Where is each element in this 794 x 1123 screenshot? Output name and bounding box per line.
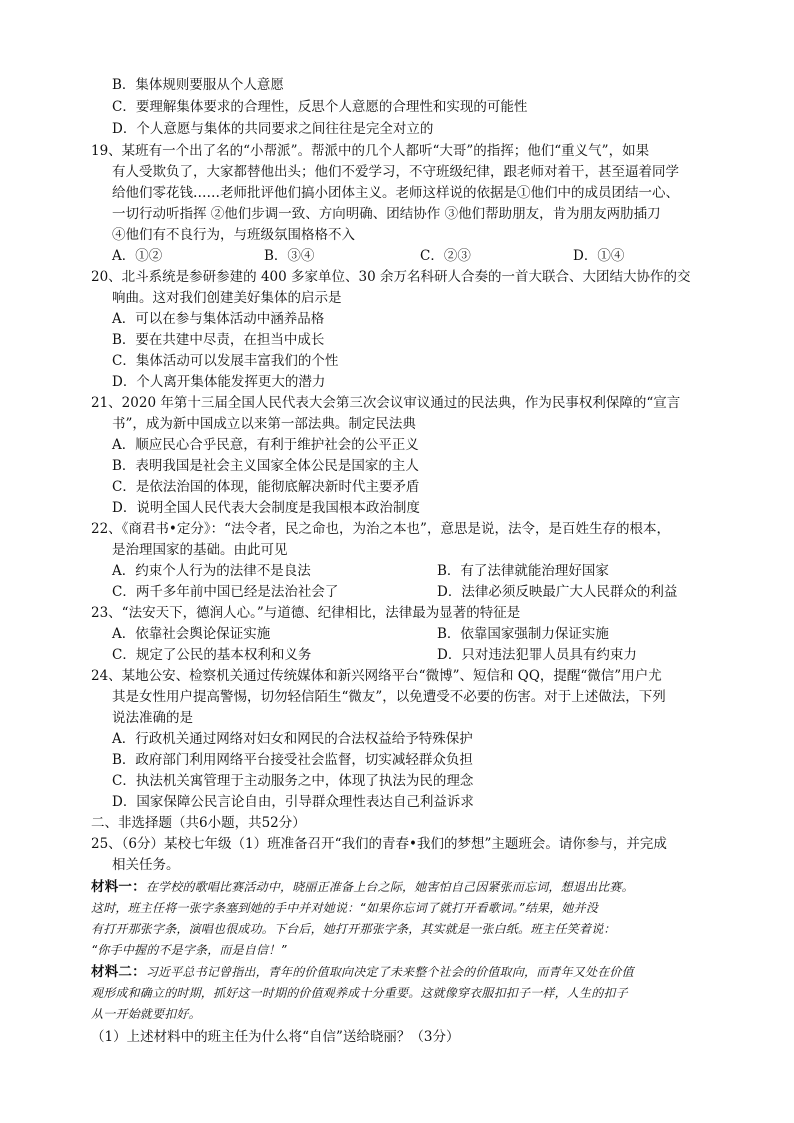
q24-option-c: C．执法机关寓管理于主动服务之中，体现了执法为民的理念 [112,773,474,789]
material2-label: 材料二： [91,964,146,980]
q19-option-d: D．①④ [573,248,625,264]
q18-option-c: C．要理解集体要求的合理性，反思个人意愿的合理性和实现的可能性 [112,99,528,115]
q24-option-b: B．政府部门利用网络平台接受社会监督，切实减轻群众负担 [112,752,473,768]
q19-option-c: C．②③ [420,248,471,264]
q24-stem-line: 24、某地公安、检察机关通过传统媒体和新兴网络平台“微博”、短信和 QQ，提醒“微信”用户尤 [91,668,662,684]
q19-stem-line: 一切行动听指挥 ②他们步调一致、方向明确、团结协作 ③他们帮助朋友，肯为朋友两肋插刀 [112,206,661,222]
section-heading: 二、非选择题（共6小题，共52分） [91,815,306,831]
q23-option-d: D．只对违法犯罪人员具有约束力 [437,647,637,663]
q22-option-a: A．约束个人行为的法律不是良法 [112,563,311,579]
q19-stem-line: ④他们有不良行为，与班级氛围格格不入 [112,227,355,243]
q20-option-b: B．要在共建中尽责，在担当中成长 [112,332,325,348]
q24-option-d: D．国家保障公民言论自由，引导群众理性表达自己利益诉求 [112,794,474,810]
q23-option-a: A．依靠社会舆论保证实施 [112,626,271,642]
q21-option-a: A．顺应民心合乎民意，有利于维护社会的公平正义 [112,437,419,453]
q21-option-c: C．是依法治国的体现，能彻底解决新时代主要矛盾 [112,479,420,495]
q18-option-d: D．个人意愿与集体的共同要求之间往往是完全对立的 [112,121,434,137]
q19-stem-line: 给他们零花钱……老师批评他们搞小团体主义。老师这样说的依据是①他们中的成员团结一心、 [112,185,679,201]
q22-option-d: D．法律必须反映最广大人民群众的利益 [437,584,678,600]
q23-option-c: C．规定了公民的基本权利和义务 [112,647,312,663]
q25-stem-line: 相关任务。 [112,857,180,873]
q18-option-b: B．集体规则要服从个人意愿 [112,77,284,93]
q20-option-a: A．可以在参与集体活动中涵养品格 [112,311,325,327]
q23-option-b: B．依靠国家强制力保证实施 [437,626,609,642]
material1-line: “你手中握的不是字条，而是自信！” [91,943,287,957]
q25-subquestion-1: （1）上述材料中的班主任为什么将“自信”送给晓丽？（3分） [91,1029,460,1045]
material1-line [91,877,634,898]
material1-text: 在学校的歌唱比赛活动中，晓丽正准备上台之际，她害怕自己因紧张而忘词，想退出比赛。 [145,880,634,894]
material2-line: 从一开始就要扣好。 [91,1007,201,1021]
q23-stem-line: 23、“法安天下，德润人心。”与道德、纪律相比，法律最为显著的特征是 [91,605,521,621]
material1-line: 有打开那张字条，演唱也很成功。下台后，她打开那张字条，其实就是一张白纸。班主任笑着说： [91,922,616,936]
material1-label: 材料一： [91,879,146,895]
q24-stem-line: 其是女性用户提高警惕，切勿轻信陌生“微友”，以免遭受不必要的伤害。对于上述做法，下列 [112,689,666,705]
q22-option-c: C．两千多年前中国已经是法治社会了 [112,584,339,600]
q24-option-a: A．行政机关通过网络对妇女和网民的合法权益给予特殊保护 [112,731,473,747]
material2-line [91,962,634,983]
q22-stem-line: 是治理国家的基础。由此可见 [112,542,288,558]
q24-stem-line: 说法准确的是 [112,710,193,726]
material2-line: 观形成和确立的时期，抓好这一时期的价值观养成十分重要。这就像穿衣服扣扣子一样，人生的扣子 [91,986,628,1000]
q19-stem-line: 有人受欺负了，大家都替他出头；他们不爱学习，不守班级纪律，跟老师对着干，甚至逼着同学 [112,164,679,180]
q19-stem-line: 19、某班有一个出了名的“小帮派”。帮派中的几个人都听“大哥”的指挥；他们“重义气”，如果 [91,143,650,159]
q25-stem-line: 25、（6分）某校七年级（1）班准备召开“我们的青春•我们的梦想”主题班会。请你参与，并完成 [91,836,667,852]
q22-option-b: B．有了法律就能治理好国家 [437,563,609,579]
q20-stem-line: 响曲。这对我们创建美好集体的启示是 [112,290,342,306]
q21-option-d: D．说明全国人民代表大会制度是我国根本政治制度 [112,500,420,516]
q21-option-b: B．表明我国是社会主义国家全体公民是国家的主人 [112,458,419,474]
q19-option-b: B．③④ [264,248,315,264]
q20-option-d: D．个人离开集体能发挥更大的潜力 [112,374,326,390]
q20-stem-line: 20、北斗系统是参研参建的 400 多家单位、30 余万名科研人合奏的一首大联合、大团结大协作的交 [91,269,691,285]
material2-text: 习近平总书记曾指出，青年的价值取向决定了未来整个社会的价值取向，而青年又处在价值 [145,965,634,979]
q20-option-c: C．集体活动可以发展丰富我们的个性 [112,353,339,369]
q21-stem-line: 书”，成为新中国成立以来第一部法典。制定民法典 [112,416,416,432]
q22-stem-line: 22、《商君书•定分》：“法令者，民之命也，为治之本也”，意思是说，法令，是百姓生存的根本， [91,521,670,537]
material1-line: 这时，班主任将一张字条塞到她的手中并对她说：“如果你忘词了就打开看歌词。”结果，她并没 [91,901,599,915]
q19-option-a: A．①② [112,248,163,264]
q21-stem-line: 21、2020 年第十三届全国人民代表大会第三次会议审议通过的民法典，作为民事权利保障的“宣言 [91,395,681,411]
